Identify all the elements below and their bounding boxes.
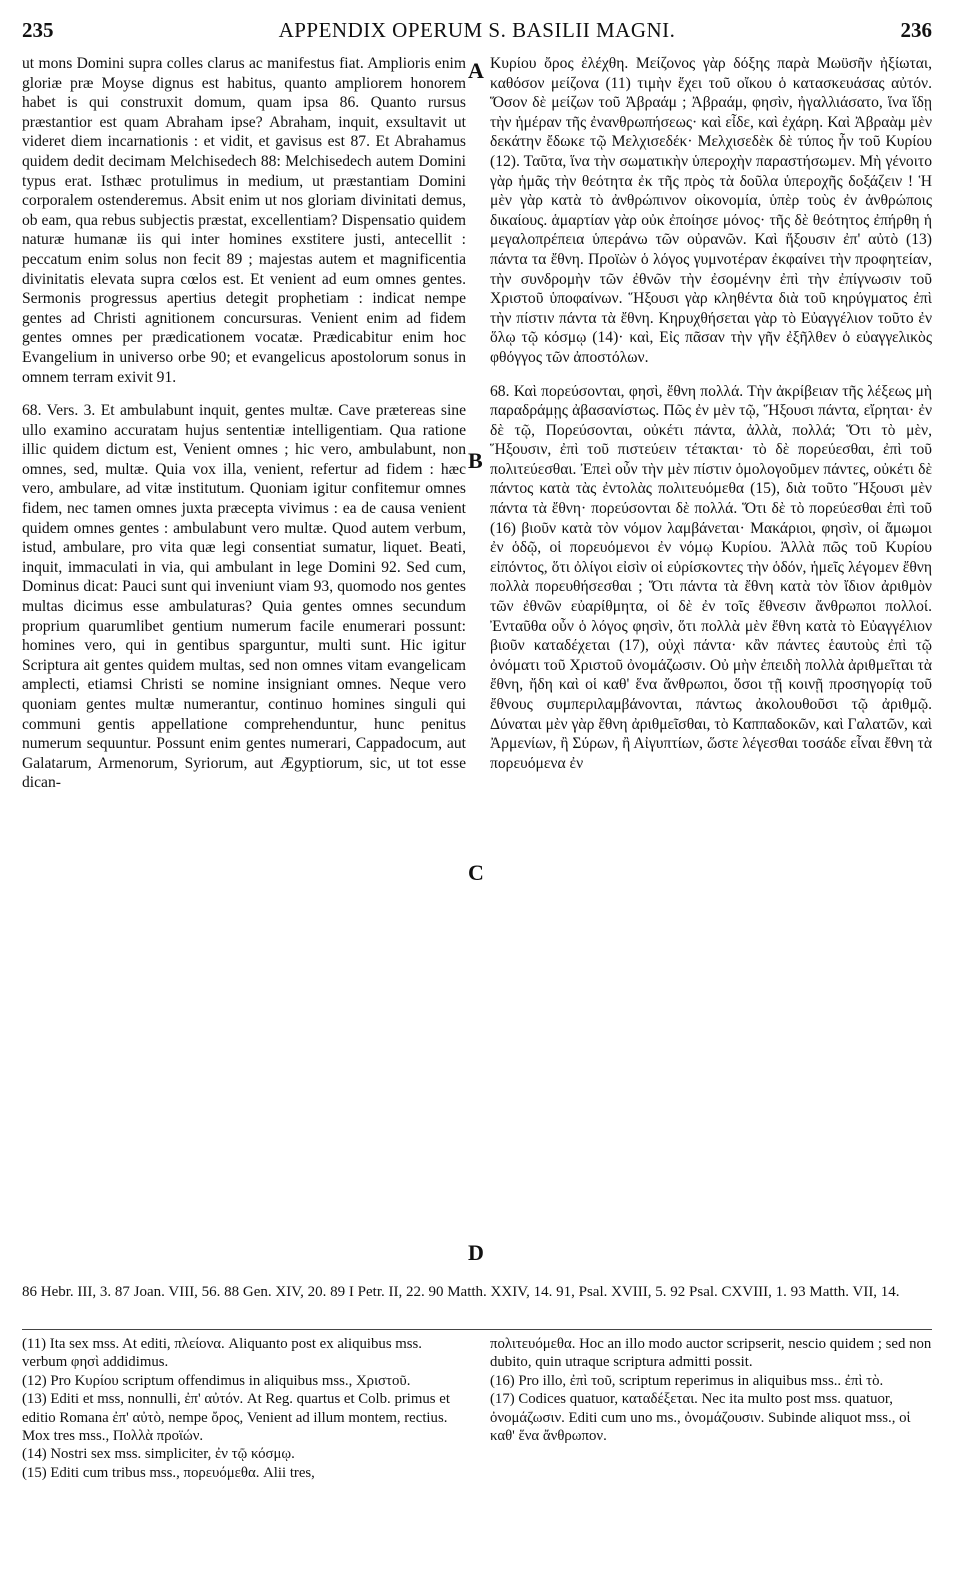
footnote: (12) Pro Κυρίου scriptum offendimus in aliquibus mss., Χριστοῦ. xyxy=(22,1372,411,1389)
latin-paragraph-1: ut mons Domini supra colles clarus ac manifestus fiat. Amplioris enim gloriæ præ Moyse dignus est habitus, quanto ampliorem honorem habet is qui construxit domum, quam ipsa 86. Quanto rursus præstantior est quam Abraham ipse? Abraham, inquit, exsultavit ut videret diem incarnationis : et vidit, et gavisus est 87. Et Abrahamus quidem dedit decimam Melchisedech 88: Melchisedech autem Domini typus erat. Isthæc protulimus in medium, ut præstantiam Domini corporalem ostenderemus. Absit enim ut nos gloriam divinitati demus, ob eam, qua rebus subjectis præstat, excellentiam? Dispensatio quidem naturæ humanæ iis qui inter homines exstitere justi, antecellit : peccatum enim solus non fecit 89 ; majestas autem et magnificentia divinitatis elevata supra cœlos est. Et venient ad eum omnes gentes. Sermonis progressus apertius detegit prophetiam : indicat nempe gentes ad Christi agnitionem concursuras. Venient enim ad fidem gentes omnes per prædicationem vocatæ. Prædicabitur enim hoc Evangelium in universo orbe 90; et evangelicus apostolorum sonus in omnem terram exivit 91. xyxy=(22,55,466,386)
footnotes-left xyxy=(22,1335,462,1563)
footnote: (17) Codices quatuor, καταδέξεται. Nec ita multo post mss. quatuor, ὀνομάζωσιν. Editi cum uno ms., ὀνομάζουσιν. Subinde aliquot mss., οἱ καθ' ἕνα ἄνθρωπον. xyxy=(490,1391,911,1445)
latin-column xyxy=(22,54,466,1276)
running-header xyxy=(22,18,932,44)
footnote: (16) Pro illo, ἐπὶ τοῦ, scriptum reperimus in aliquibus mss.. ἐπὶ τὸ. xyxy=(490,1372,884,1389)
footnote: (14) Nostri sex mss. simpliciter, ἐν τῷ κόσμῳ. xyxy=(22,1446,295,1463)
latin-paragraph-2: 68. Vers. 3. Et ambulabunt inquit, gentes multæ. Cave prætereas sine ullo examino accuratam hujus sententiæ intelligentiam. Qua ratione illic quidem dictum est, Venient omnes ; hic vero, ambulabunt, non omnes, sed, multæ. Quia vox illa, venient, refertur ad fidem : hæc vero, ambulare, ad vitæ institutum. Quoniam igitur confitemur omnes fidem, nec tamen omnes juxta præcepta vivimus : ea de causa venient quidem omnes gentes : ambulabunt vero multæ. Quod autem verbum, istud, ambulare, pro vita quæ legi consentiat sumatur, liquet. Beati, inquit, immaculati in via, qui ambulant in lege Domini 92. Sed cum, Dominus dicat: Pauci sunt qui inveniunt viam 93, quomodo nos gentes multas dicimus esse ambulaturas? Quia gentes omnes secundum proprium quarumlibet gentium numerum facile enumerari possunt: homines vero, qui in gentibus sparguntur, multi sunt. Hic igitur Scriptura ait gentes quidem multas, sed non omnes vitam evangelicam amplecti, etiamsi Christi se nomine insigniant omnes. Neque vero quoniam gentes multæ numerantur, continuo homines singuli qui communi gentis appellatione comprehenduntur, hunc penitus numerum sequuntur. Possunt enim gentes numerari, Cappadocum, aut Galatarum, Armenorum, Syriorum, aut Ægyptiorum, sic, ut tot esse dican- xyxy=(22,402,466,792)
footnote: (11) Ita sex mss. At editi, πλείονα. Aliquanto post ex aliquibus mss. verbum φησὶ addidimus. xyxy=(22,1336,422,1371)
section-marker-c: C xyxy=(468,860,484,885)
footnote: πολιτευόμεθα. Hoc an illo modo auctor scripserit, nescio quidem ; sed non dubito, quin utraque scriptura admitti possit. xyxy=(490,1336,932,1371)
section-marker-d: D xyxy=(468,1240,484,1265)
scripture-references: 86 Hebr. III, 3. 87 Joan. VIII, 56. 88 Gen. XIV, 20. 89 I Petr. II, 22. 90 Matth. XXIV, 14. 91, Psal. XVIII, 5. 92 Psal. CXVIII, 1. 93 Matth. VII, 14. xyxy=(22,1284,900,1300)
section-marker-a: A xyxy=(468,58,484,83)
running-title: APPENDIX OPERUM S. BASILII MAGNI. xyxy=(278,18,676,42)
footnote: (13) Editi et mss, nonnulli, ἐπ' αὐτόν. At Reg. quartus et Colb. primus et editio Romana ἐπ' αὐτὸ, nempe ὄρος, Venient ad illum montem, rectius. Mox tres mss., Πολλὰ προϊών. xyxy=(22,1391,450,1445)
page-number-right: 236 xyxy=(900,18,932,42)
greek-column xyxy=(490,54,932,1276)
footnotes-right xyxy=(490,1335,932,1563)
footnote-divider xyxy=(22,1329,932,1330)
greek-paragraph-1: Κυρίου ὄρος ἐλέχθη. Μείζονος γὰρ δόξης παρὰ Μωϋσῆν ἠξίωται, καθόσον μείζονα (11) τιμὴν ἔχει τοῦ οἴκου ὁ κατασκευάσας αὐτόν. Ὅσον δὲ μείζων τοῦ Ἀβραάμ ; Ἀβραάμ, φησὶν, ἠγαλλιάσατο, ἵνα ἴδῃ τὴν ἡμέραν τῆς ἐνανθρωπήσεως· καὶ εἶδε, καὶ ἐχάρη. Καὶ Ἀβραὰμ μὲν δεκάτην ἔδωκε τῷ Μελχισεδέκ· Μελχισεδὲκ δὲ τύπος ἦν τοῦ Κυρίου (12). Ταῦτα, ἵνα τὴν σωματικὴν ὑπεροχὴν παραστήσωμεν. Μὴ γένοιτο γὰρ ἡμᾶς τὴν θεότητα ἐκ τῆς πρὸς τὰ δοῦλα ὑπεροχῆς δοξάζειν ! Ἡ μὲν γὰρ κατὰ τὸ ἀνθρώπινον οἰκονομία, ὑπὲρ τοὺς ἐν ἀνθρώποις δικαίους. ἁμαρτίαν γὰρ οὐκ ἐποίησε μόνος· τῆς δὲ θεότητος ἐπήρθη ἡ μεγαλοπρέπεια ὑπεράνω τῶν οὐρανῶν. Καὶ ἥξουσιν ἐπ' αὐτὸ (13) πάντα τα ἔθνη. Προϊὼν ὁ λόγος γυμνοτέραν ἐκφαίνει τὴν προφητείαν, τὴν συνδρομὴν τῶν ἐθνῶν τὴν ἐσομένην ἐπὶ τὴν ἐπίγνωσιν τοῦ Χριστοῦ ὑποφαίνων. Ἥξουσι γὰρ κληθέντα διὰ τοῦ κηρύγματος ἐπὶ τὴν πίστιν πάντα τὰ ἔθνη. Κηρυχθήσεται γὰρ τὸ Εὐαγγέλιον τοῦτο ἐν ὅλῳ τῷ κόσμῳ (14)· καὶ, Εἰς πᾶσαν τὴν γῆν ἐξῆλθεν ὁ εὐαγγελικὸς φθόγγος τῶν ἀποστόλων. xyxy=(490,55,932,366)
page-number-left: 235 xyxy=(22,18,54,42)
greek-paragraph-2: 68. Καὶ πορεύσονται, φησὶ, ἔθνη πολλά. Τὴν ἀκρίβειαν τῆς λέξεως μὴ παραδράμῃς ἀβασανίστως. Πῶς ἐν μὲν τῷ, Ἥξουσι πάντα, εἴρηται· ἐν δὲ τῷ, Πορεύσονται, οὐκέτι πάντα, ἀλλὰ, πολλά; Ὅτι τὸ μὲν, Ἥξουσιν, ἐπὶ τοῦ πιστεύειν τέτακται· τὸ δὲ πορεύεσθαι, ἐπὶ τοῦ πολιτεύεσθαι. Ἐπεὶ οὖν τὴν μὲν πίστιν ὁμολογοῦμεν πάντες, οὐκέτι δὲ πάντος κατὰ τὰς ἐντολὰς πολιτευόμεθα (15), διὰ τοῦτο Ἥξουσι μὲν πάντα τὰ ἔθνη· πορεύσονται δὲ πολλά. Ὅτι δὲ τὸ πορεύεσθαι ἐπὶ τοῦ (16) βιοῦν κατὰ τὸν νόμον λαμβάνεται· Μακάριοι, φησὶν, οἱ ἄμωμοι ἐν ὁδῷ, οἱ πορευόμενοι ἐν νόμῳ Κυρίου. Ἀλλὰ πῶς τοῦ Κυρίου εἰπόντος, ὅτι ὀλίγοι εἰσὶν οἱ εὑρίσκοντες τὴν ὁδόν, ἡμεῖς λέγομεν ἔθνη πολλὰ πορευθήσεσθαι ; Ὅτι πάντα τὰ ἔθνη κατὰ τὸν ἴδιον ἀριθμὸν τῶν ἐθνῶν εὐαρίθμητα, οἱ δὲ ἐν τοῖς ἔθνεσιν ἄνθρωποι πολλοί. Ἐνταῦθα οὖν ὁ λόγος φησὶν, ὅτι πολλὰ μὲν ἔθνη κατὰ τὸ Εὐαγγέλιον βιοῦν καταδέχεται (17), οὐχὶ πάντα· κἂν πάντες ἑαυτοὺς ἐπὶ τῷ ὀνόματι τοῦ Χριστοῦ ὀνομάζωσιν. Οὐ μὴν ἐπειδὴ πολλὰ ἀριθμεῖται τὰ ἔθνη, ἤδη καὶ οἱ καθ' ἕνα ἄνθρωποι, ὅσοι τῇ κοινῇ προσηγορίᾳ τοῦ ἔθνους συμπεριλαμβάνονται, πάντως ἀκολουθοῦσι τῷ ἀριθμῷ. Δύναται μὲν γὰρ ἔθνη ἀριθμεῖσθαι, τὸ Καππαδοκῶν, καὶ Γαλατῶν, καὶ Ἀρμενίων, ἢ Σύρων, ἢ Αἰγυπτίων, ὥστε λέγεσθαι τοσάδε εἶναι ἔθνη τὰ πορευόμενα ἐν xyxy=(490,382,932,772)
footnote: (15) Editi cum tribus mss., πορευόμεθα. Alii tres, xyxy=(22,1464,315,1481)
section-marker-b: B xyxy=(468,448,483,473)
